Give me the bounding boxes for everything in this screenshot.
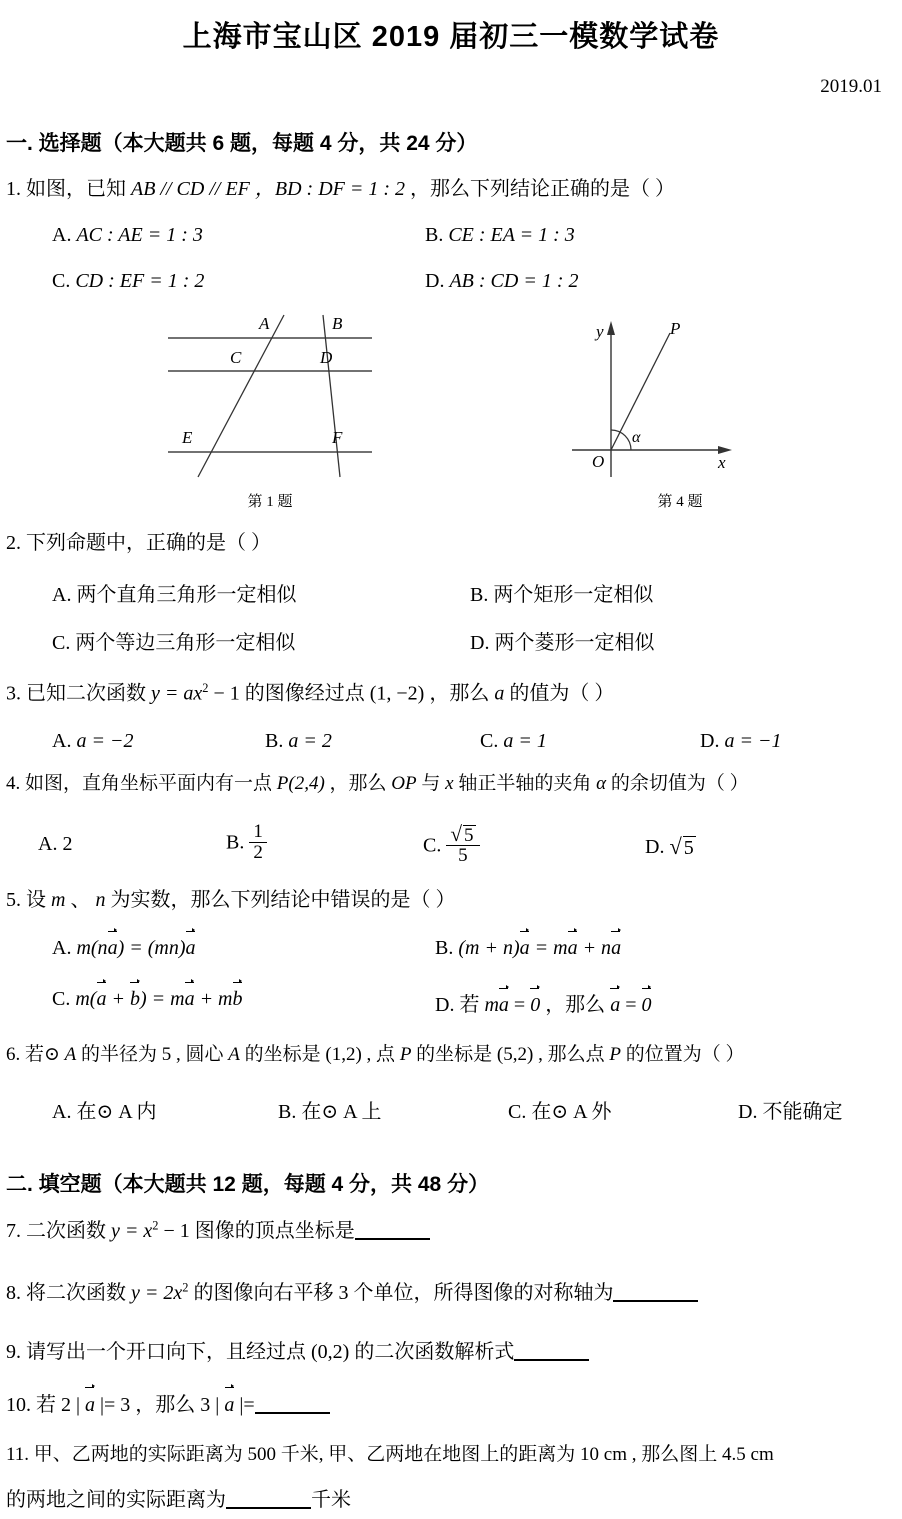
- q5-option-b-label: B.: [435, 937, 454, 959]
- q6-option-a-label: A.: [52, 1101, 72, 1123]
- q6-stem-part-a: 若⊙: [25, 1044, 60, 1065]
- q10-text-part-b: |= 3 ，那么 3 |: [95, 1394, 225, 1416]
- question-1-number: 1.: [6, 178, 21, 200]
- q1-option-c-label: C.: [52, 270, 71, 292]
- q6-option-b-label: B.: [278, 1101, 297, 1123]
- exam-date: 2019.01: [820, 76, 882, 97]
- page-title: 上海市宝山区 2019 届初三一模数学试卷: [182, 21, 720, 53]
- q1-stem-part-a: 如图，已知: [26, 178, 126, 200]
- figure-4-label-P: P: [670, 319, 681, 338]
- question-7-number: 7.: [6, 1220, 21, 1242]
- q2-stem-text: 下列命题中，正确的是（ ）: [26, 532, 271, 554]
- q1-option-d[interactable]: [425, 270, 579, 293]
- question-10-number: 10.: [6, 1394, 31, 1416]
- sqrt-icon: √: [669, 834, 682, 860]
- section-heading-choice: 一. 选择题（本大题共 6 题，每题 4 分，共 24 分）: [6, 132, 478, 155]
- q3-option-a[interactable]: [52, 730, 133, 753]
- figure-1-label-F: F: [332, 428, 343, 447]
- q1-option-b[interactable]: [425, 224, 575, 247]
- q4-option-d-label: D.: [645, 836, 665, 858]
- q3-option-c-text: a = 1: [503, 730, 547, 752]
- q1-option-c-text: CD : EF = 1 : 2: [75, 270, 205, 292]
- q7-equation: y = x: [111, 1220, 153, 1242]
- q5-option-b[interactable]: [435, 937, 621, 960]
- q7-text-part-b: − 1: [163, 1220, 190, 1242]
- q6-stem-center-A: A: [228, 1044, 240, 1065]
- question-11-line-1: [6, 1443, 774, 1467]
- q7-exponent: 2: [152, 1218, 159, 1233]
- q6-stem-circle-A: A: [64, 1044, 77, 1065]
- q6-option-d-label: D.: [738, 1101, 758, 1123]
- q4-option-c[interactable]: [423, 822, 480, 866]
- question-2-stem: [6, 531, 271, 556]
- q3-stem-equation: y = ax: [151, 682, 203, 705]
- q3-stem-part-d: ，那么: [429, 682, 490, 705]
- q6-option-c-text: 在⊙ A 外: [531, 1101, 612, 1123]
- figure-1-label-A: A: [259, 314, 270, 333]
- q8-exponent: 2: [182, 1280, 189, 1295]
- q11-text-line-1: 甲、乙两地的实际距离为 500 千米, 甲、乙两地在地图上的距离为 10 cm , 那么图上 4.5 cm: [33, 1444, 774, 1465]
- q5-stem-part-b: 、: [70, 889, 91, 911]
- q5-stem-m: m: [51, 889, 66, 911]
- figure-4-caption: 第 4 题: [657, 494, 703, 510]
- figure-question-1: [160, 305, 380, 515]
- q7-answer-blank[interactable]: [355, 1218, 430, 1240]
- q5-stem-part-a: 设: [26, 889, 46, 911]
- q4-option-c-numerator: √ 5: [446, 822, 479, 846]
- q11-text-line-2-b: 千米: [311, 1489, 351, 1511]
- q6-option-d[interactable]: [738, 1095, 842, 1124]
- q6-option-c[interactable]: [508, 1095, 611, 1124]
- q6-stem-point-P: P: [399, 1044, 412, 1065]
- q3-option-d[interactable]: [700, 730, 781, 753]
- q1-option-a-label: A.: [52, 224, 72, 246]
- question-6-stem: [6, 1043, 744, 1067]
- q3-option-b[interactable]: [265, 730, 332, 753]
- question-7: [6, 1218, 430, 1244]
- figure-4-label-O: O: [592, 452, 605, 471]
- q4-stem-part-b: ，那么: [329, 773, 387, 794]
- question-1-stem: [6, 177, 675, 202]
- q4-option-a-text: 2: [62, 833, 73, 855]
- q5-option-c[interactable]: [52, 988, 243, 1011]
- q4-stem-point: P(2,4): [276, 773, 325, 794]
- q5-stem-n: n: [95, 889, 106, 911]
- q6-stem-part-c: 的坐标是 (1,2) , 点: [244, 1044, 396, 1065]
- figure-1-label-B: B: [332, 314, 343, 333]
- q2-option-b[interactable]: [470, 578, 653, 607]
- q4-stem-part-e: 的余切值为（ ）: [610, 773, 749, 794]
- q8-answer-blank[interactable]: [613, 1280, 698, 1302]
- q8-equation: y = 2x: [131, 1282, 183, 1304]
- q6-stem-part-d: 的坐标是 (5,2) , 那么点: [416, 1044, 605, 1065]
- q2-option-b-text: 两个矩形一定相似: [493, 584, 654, 606]
- question-6-number: 6.: [6, 1044, 21, 1065]
- q2-option-d-label: D.: [470, 632, 490, 654]
- q1-stem-math: AB // CD // EF ，BD : DF = 1 : 2: [131, 178, 406, 200]
- q10-vector-a1: a: [85, 1394, 96, 1416]
- q4-option-a[interactable]: [38, 833, 72, 856]
- q3-stem-part-a: 已知二次函数: [26, 682, 146, 705]
- q1-option-b-label: B.: [425, 224, 444, 246]
- q4-option-c-fraction: [446, 822, 479, 866]
- q2-option-a-label: A.: [52, 584, 72, 606]
- q5-option-a-text: m(na) = (mn)a: [76, 937, 196, 959]
- q7-text-part-c: 图像的顶点坐标是: [194, 1220, 355, 1242]
- q6-stem-part-b: 的半径为 5 , 圆心: [81, 1044, 224, 1065]
- sqrt-icon: √: [450, 822, 463, 847]
- q3-option-b-text: a = 2: [288, 730, 332, 752]
- q4-option-d[interactable]: [645, 833, 696, 859]
- question-9: [6, 1339, 589, 1365]
- q3-option-c-label: C.: [480, 730, 499, 752]
- q6-stem-point-P2: P: [609, 1044, 621, 1065]
- question-9-number: 9.: [6, 1341, 21, 1363]
- q10-vector-a2: a: [224, 1394, 235, 1416]
- q4-stem-axis: x: [445, 773, 454, 794]
- q10-answer-blank[interactable]: [255, 1392, 330, 1414]
- q5-option-a-label: A.: [52, 937, 72, 959]
- q8-text-part-a: 将二次函数: [26, 1282, 126, 1304]
- question-8-number: 8.: [6, 1282, 21, 1304]
- q6-option-c-label: C.: [508, 1101, 527, 1123]
- q9-text-part-a: 请写出一个开口向下，且经过点: [26, 1341, 306, 1363]
- q5-stem-part-c: 为实数，那么下列结论中错误的是（ ）: [110, 889, 456, 911]
- q2-option-d[interactable]: [470, 626, 654, 655]
- q1-option-a-text: AC : AE = 1 : 3: [76, 224, 203, 246]
- q11-answer-blank[interactable]: [226, 1487, 311, 1509]
- q4-option-b-fraction: [249, 822, 267, 863]
- q3-option-b-label: B.: [265, 730, 284, 752]
- question-3-number: 3.: [6, 682, 21, 705]
- q3-option-c[interactable]: [480, 730, 547, 753]
- q6-option-a[interactable]: [52, 1095, 157, 1124]
- q5-option-a[interactable]: [52, 937, 195, 960]
- q4-stem-part-a: 如图，直角坐标平面内有一点: [25, 773, 273, 794]
- q6-option-a-text: 在⊙ A 内: [76, 1101, 157, 1123]
- q3-stem-point: (1, −2): [369, 682, 425, 705]
- q2-option-c[interactable]: [52, 626, 295, 655]
- q2-option-b-label: B.: [470, 584, 489, 606]
- q4-option-b-denominator: 2: [253, 842, 263, 864]
- figure-1-svg: [160, 305, 380, 485]
- q4-option-a-label: A.: [38, 833, 58, 855]
- figure-1-label-E: E: [182, 428, 193, 447]
- q3-option-a-text: a = −2: [76, 730, 134, 752]
- q1-option-b-text: CE : EA = 1 : 3: [448, 224, 575, 246]
- question-11-line-2: [6, 1487, 351, 1513]
- q6-option-b[interactable]: [278, 1095, 381, 1124]
- figure-4-label-x: x: [718, 453, 726, 472]
- figure-4-label-y: y: [596, 322, 604, 341]
- question-2-number: 2.: [6, 532, 21, 554]
- q3-option-d-label: D.: [700, 730, 720, 752]
- question-5-number: 5.: [6, 889, 21, 911]
- q4-option-d-text: 5: [683, 837, 694, 860]
- question-10: [6, 1392, 330, 1418]
- q10-text-part-c: |=: [234, 1394, 255, 1416]
- q3-stem-exponent: 2: [202, 681, 209, 695]
- q9-answer-blank[interactable]: [514, 1339, 589, 1361]
- q6-stem-part-e: 的位置为（ ）: [625, 1044, 745, 1065]
- q4-stem-part-c: 与: [421, 773, 441, 794]
- q3-stem-part-c: 的图像经过点: [244, 682, 365, 705]
- q1-option-a[interactable]: [52, 224, 203, 247]
- figure-1-caption: 第 1 题: [247, 494, 293, 510]
- q5-option-b-text: (m + n)a = ma + na: [458, 937, 622, 959]
- q4-option-b[interactable]: [226, 822, 267, 863]
- q7-text-part-a: 二次函数: [26, 1220, 106, 1242]
- q2-option-a[interactable]: [52, 578, 296, 607]
- q9-point: (0,2): [311, 1341, 350, 1363]
- q10-text-part-a: 若 2 |: [36, 1394, 86, 1416]
- q5-option-c-label: C.: [52, 988, 71, 1010]
- q3-option-d-text: a = −1: [724, 730, 782, 752]
- question-11-number: 11.: [6, 1444, 30, 1465]
- q3-option-a-label: A.: [52, 730, 72, 752]
- question-3-stem: [6, 681, 614, 707]
- q6-option-d-text: 不能确定: [762, 1101, 843, 1123]
- q2-option-d-text: 两个菱形一定相似: [494, 632, 655, 654]
- question-8: [6, 1280, 698, 1306]
- question-4-stem: [6, 772, 749, 796]
- q2-option-c-label: C.: [52, 632, 71, 654]
- q3-stem-part-b: − 1: [213, 682, 240, 705]
- figure-question-4: [570, 305, 790, 515]
- question-5-stem: [6, 888, 455, 913]
- q5-option-c-text: m(a + b) = ma + mb: [75, 988, 243, 1010]
- figure-1-label-D: D: [320, 348, 333, 367]
- question-4-number: 4.: [6, 773, 21, 794]
- q8-text-part-b: 的图像向右平移 3 个单位，所得图像的对称轴为: [193, 1282, 614, 1304]
- q3-stem-part-e: 的值为（ ）: [509, 682, 615, 705]
- q2-option-a-text: 两个直角三角形一定相似: [76, 584, 297, 606]
- q4-option-b-numerator: 1: [249, 822, 267, 843]
- q4-stem-alpha: α: [596, 773, 607, 794]
- q1-option-d-text: AB : CD = 1 : 2: [449, 270, 579, 292]
- q1-option-c[interactable]: [52, 270, 204, 293]
- q1-option-d-label: D.: [425, 270, 445, 292]
- q4-stem-segment: OP: [391, 773, 417, 794]
- q11-text-line-2-a: 的两地之间的实际距离为: [6, 1489, 226, 1511]
- q4-option-b-label: B.: [226, 831, 245, 854]
- q9-text-part-b: 的二次函数解析式: [354, 1341, 515, 1363]
- q3-stem-variable: a: [494, 682, 505, 705]
- q4-stem-part-d: 轴正半轴的夹角: [458, 773, 592, 794]
- section-heading-fill-blank: 二. 填空题（本大题共 12 题，每题 4 分，共 48 分）: [6, 1173, 490, 1196]
- q4-option-c-denominator: 5: [458, 845, 468, 867]
- q6-option-b-text: 在⊙ A 上: [301, 1101, 382, 1123]
- q5-option-d[interactable]: [435, 988, 651, 1017]
- figure-4-label-alpha: α: [632, 429, 641, 446]
- q4-option-c-label: C.: [423, 834, 442, 857]
- q2-option-c-text: 两个等边三角形一定相似: [75, 632, 296, 654]
- q1-stem-part-b: ，那么下列结论正确的是（ ）: [410, 178, 676, 200]
- q5-option-d-text: 若 ma = 0 ，那么 a = 0: [459, 994, 652, 1016]
- q5-option-d-label: D.: [435, 994, 455, 1016]
- figure-1-label-C: C: [230, 348, 242, 367]
